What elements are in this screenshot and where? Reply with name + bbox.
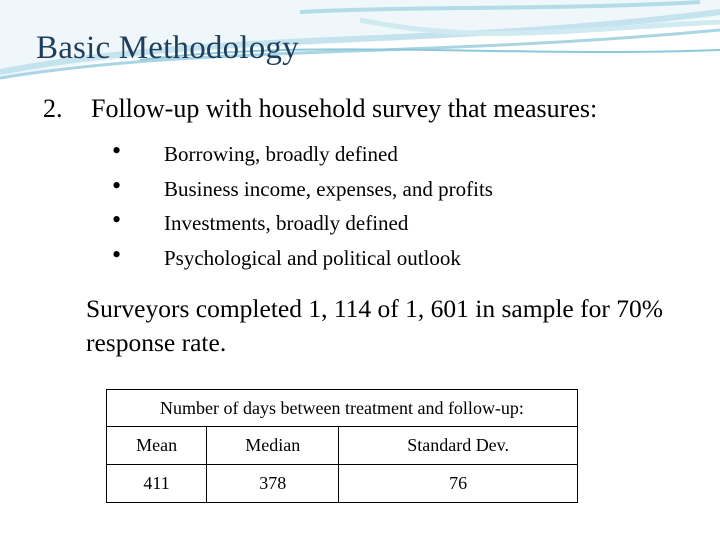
value-cell-median: 378 [207,465,339,503]
header-cell-mean: Mean [107,427,207,465]
value-cell-std-dev: 76 [339,465,578,503]
bullet-icon: • [112,205,122,234]
item-text: Follow-up with household survey that measures: [91,94,598,123]
bullet-text: Investments, broadly defined [164,211,409,235]
response-rate-paragraph: Surveyors completed 1, 114 of 1, 601 in sample for 70% response rate. [86,294,663,357]
table-row [107,465,578,503]
header-cell-median: Median [207,427,339,465]
slide-title: Basic Methodology [36,30,299,66]
bullet-icon: • [112,170,122,200]
bullet-icon: • [112,239,122,269]
bullet-icon: • [112,136,122,165]
bullet-list [112,136,493,278]
bullet-item [112,170,493,210]
bullet-text: Borrowing, broadly defined [164,142,398,166]
value-cell-mean: 411 [107,465,207,503]
numbered-item [43,94,597,124]
header-cell-std-dev: Standard Dev. [339,427,578,465]
bullet-text: Psychological and political outlook [164,245,461,270]
bullet-item [112,205,493,244]
bullet-text: Business income, expenses, and profits [164,176,493,201]
days-table [106,389,578,503]
bullet-item [112,239,493,279]
table-caption: Number of days between treatment and follow-up: [107,390,578,427]
bullet-item [112,136,493,175]
item-number: 2. [43,94,63,123]
table-header-row [107,427,578,465]
